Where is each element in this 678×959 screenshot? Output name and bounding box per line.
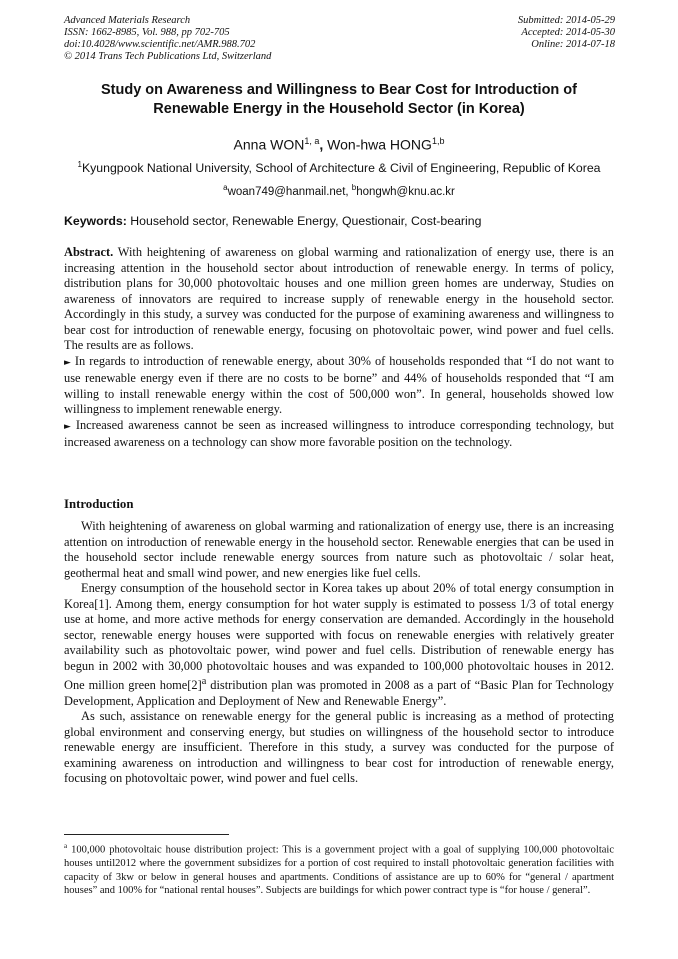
keywords-label: Keywords: (64, 214, 127, 228)
author-list (64, 132, 614, 154)
submitted-date: Submitted: 2014-05-29 (517, 15, 615, 26)
footnote-mark: a (64, 842, 68, 850)
intro-paragraph-3: As such, assistance on renewable energy for the general public is increasing as a method of protecting global environment and conserving energy, but studies on willingness of the household sector to introduce renewable energy are insufficient. Therefore in this study, a survey was conducted for the purpose of examining awareness on introduction and willingness to bear cost for introduction of renewable energy, focusing on photovoltaic power, wind power and fuel cells. (64, 709, 614, 786)
journal-header (64, 15, 271, 63)
intro-paragraph-1: With heightening of awareness on global warming and rationalization of energy use, there is an increasing attention on introduction of renewable energy in the household sector. Renewable energies that can be used in the household sector include renewable energy sources from nature such as photovoltaic / solar heat, geothermal heat and small wind power, and new energies like fuel cells. (64, 519, 614, 580)
abstract-bullet-2 (64, 418, 614, 451)
footnote-ref-mark: a (201, 676, 207, 687)
author-2: Won-hwa HONG (323, 136, 432, 153)
bullet-arrow-icon: ► (64, 421, 71, 432)
email-a-mark: a (223, 183, 228, 192)
author-emails (64, 180, 614, 200)
title-line-1: Study on Awareness and Willingness to Bear Cost for Introduction of (101, 82, 577, 98)
journal-copyright: © 2014 Trans Tech Publications Ltd, Switzerland (64, 51, 272, 62)
introduction-body (64, 519, 614, 787)
dates-header (518, 15, 615, 51)
email-b-mark: b (351, 183, 357, 192)
journal-issn: ISSN: 1662-8985, Vol. 988, pp 702-705 (64, 27, 230, 38)
abstract-text: With heightening of awareness on global warming and rationalization of energy use, there is an increasing attention in the household sector about introduction of renewable energy. In terms of policy, distribution plans for 30,000 photovoltaic houses and one million green homes are underway, Studies on awareness of innovators are required to increase supply of renewable energy in the household sector. Accordingly in this study, a survey was conducted for the purpose of examining awareness and willingness to bear cost for introduction of renewable energy, focusing on photovoltaic power, wind power and fuel cells. The results are as follows. (64, 245, 614, 352)
footnote (64, 840, 614, 898)
abstract (64, 245, 614, 451)
intro-paragraph-2-text-before: Energy consumption of the household sector in Korea takes up about 20% of total energy consumption in Korea[1]. Among them, energy consumption for hot water supply is estimated to possess 1/3 of total energy use at home, and more active methods for energy conservation are demanded. Accordingly in the household sector, renewable energy houses were supported with focus on renewable energies with relatively greater availability such as photovoltaic power, wind power and fuel cells. Distribution of renewable energy has begun in 2002 with 30,000 photovoltaic houses and was expanded to 100,000 photovoltaic houses in 2012. One million green home[2] (64, 581, 614, 693)
abstract-bullet-1-text: In regards to introduction of renewable energy, about 30% of households responded that “I do not want to use renewable energy even if there are no costs to be borne” and 44% of households responded that “I am willing to install renewable energy within the cost of 500,000 won”. In general, households showed low willingness to implement renewable energy. (64, 353, 614, 416)
affiliation-text: Kyungpook National University, School of Architecture & Civil of Engineering, Republic of Korea (81, 161, 601, 176)
journal-doi: doi:10.4028/www.scientific.net/AMR.988.702 (64, 39, 256, 50)
email-b: hongwh@knu.ac.kr (356, 185, 455, 198)
intro-paragraph-2 (64, 581, 614, 709)
author-separator: , (319, 136, 324, 153)
footnote-divider (64, 834, 229, 835)
email-a: woan749@hanmail.net, (227, 185, 352, 198)
abstract-label: Abstract. (64, 245, 114, 259)
author-2-affiliation-mark: 1,b (431, 136, 445, 146)
intro-paragraph-2-text-after: distribution plan was promoted in 2008 as a part of “Basic Plan for Technology Development, Application and Deployment of New and Renewable Energy”. (64, 678, 615, 708)
abstract-bullet-1 (64, 354, 614, 418)
paper-title (64, 81, 614, 119)
accepted-date: Accepted: 2014-05-30 (521, 27, 615, 38)
footnote-text: 100,000 photovoltaic house distribution project: This is a government project with a goal of supplying 100,000 photovoltaic houses until2012 where the government subsidizes for a portion of cost required to install photovoltaic generation facilities with capacity of 3kw or below in general houses and apartments. Conditions of assistance are up to 60% for “general / apartment houses” and 100% for “national rental houses”. Subjects are buildings for which power contract type is “for house / general”. (64, 844, 614, 896)
affiliation (64, 156, 614, 177)
online-date: Online: 2014-07-18 (531, 39, 615, 50)
journal-name: Advanced Materials Research (64, 15, 191, 26)
introduction-heading: Introduction (64, 497, 134, 511)
affiliation-mark: 1 (77, 160, 82, 169)
abstract-paragraph (64, 245, 614, 354)
title-line-2: Renewable Energy in the Household Sector (in Korea) (153, 101, 525, 117)
keywords (64, 214, 614, 229)
keywords-text: Household sector, Renewable Energy, Questionair, Cost-bearing (126, 214, 482, 228)
author-1-affiliation-mark: 1, a (304, 136, 320, 146)
abstract-bullet-2-text: Increased awareness cannot be seen as increased willingness to introduce corresponding technology, but increased awareness on a technology can show more favorable position on the technology. (64, 417, 614, 449)
author-1: Anna WON (233, 136, 305, 153)
bullet-arrow-icon: ► (64, 357, 71, 368)
